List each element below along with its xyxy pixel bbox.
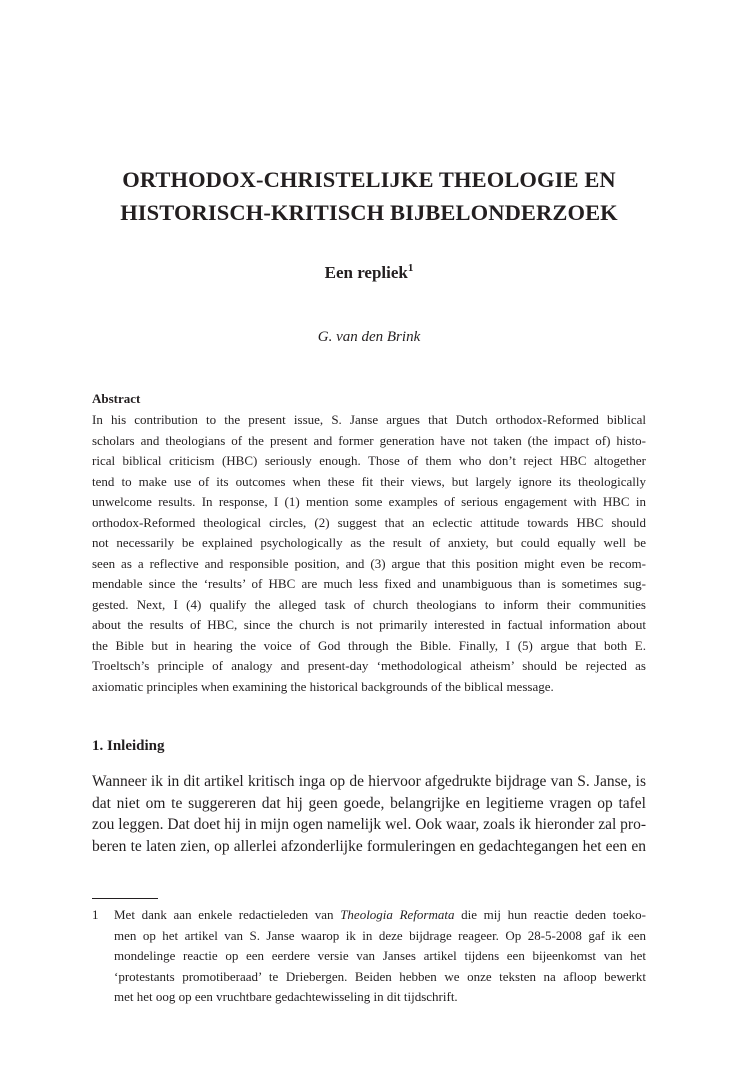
abstract-line: seen as a reflective and responsible position, and (3) argue that this position might even be recom-	[92, 555, 646, 571]
author-name: G. van den Brink	[317, 329, 421, 345]
body-line: beren te laten zien, op allerlei afzonderlijke formuleringen en gedachtegangen het een en	[92, 837, 646, 855]
abstract-heading: Abstract	[92, 391, 141, 406]
title-line: ORTHODOX-CHRISTELIJKE THEOLOGIE EN	[122, 167, 616, 192]
abstract-line: mendable since the ‘results’ of HBC are much less fixed and unambiguous than is sometimes sug-	[92, 576, 646, 591]
subtitle-text: Een repliek	[324, 263, 408, 282]
footnote-marker[interactable]: 1	[407, 262, 414, 274]
abstract-line: rical biblical criticism (HBC) seriously enough. Those of them who don’t reject HBC altogether	[92, 453, 646, 468]
article-subtitle	[60, 262, 678, 286]
footnote-divider	[92, 898, 158, 899]
footnote-text	[114, 905, 646, 1008]
footnote-line: men op het artikel van S. Janse waarop ik in deze bijdrage reageer. Op 28-5-2008 gaf ik een	[114, 927, 646, 943]
footnote-number: 1	[92, 907, 99, 922]
footnote-line: mondelinge reactie op een eerdere versie van Janses artikel tijdens een bijeenkomst van het	[114, 948, 646, 963]
body-line: dat niet om te suggereren dat hij geen goede, belangrijke en legitieme vragen op tafel	[92, 794, 646, 812]
footnote-text-segment: Met dank aan enkele redactieleden van	[114, 907, 341, 922]
footnote-line: met het oog op een vruchtbare gedachtewisseling in dit tijdschrift.	[114, 989, 458, 1004]
body-paragraph	[92, 771, 646, 857]
abstract-line: unwelcome results. In response, I (1) mention some examples of serious engagement with HBC in	[92, 494, 646, 509]
abstract-line: tend to make use of its outcomes when these fit their views, but largely ignore its theologically	[92, 473, 646, 489]
abstract-line: Troeltsch’s principle of analogy and present-day ‘methodological atheism’ should be rejected as	[92, 658, 646, 673]
body-line: Wanneer ik in dit artikel kritisch inga op de hiervoor afgedrukte bijdrage van S. Janse, is	[92, 773, 646, 790]
article-title	[60, 163, 678, 229]
abstract-line: about the results of HBC, since the church is not primarily interested in factual information about	[92, 617, 646, 632]
abstract-line: the Bible but in hearing the voice of God through the Bible. Finally, I (5) argue that both E.	[92, 637, 646, 653]
body-line: zou leggen. Dat doet hij in mijn ogen namelijk wel. Ook waar, zoals ik hieronder zal pro-	[92, 816, 646, 833]
abstract-line: axiomatic principles when examining the historical backgrounds of the biblical message.	[92, 678, 554, 694]
footnote-line	[114, 905, 646, 926]
journal-title: Theologia Reformata	[340, 907, 455, 922]
footnote-line: ‘protestants promotiberaad’ te Driebergen. Beiden hebben we onze teksten na afloop bewerkt	[114, 968, 646, 984]
abstract-line: In his contribution to the present issue, S. Janse argues that Dutch orthodox-Reformed biblical	[92, 412, 646, 427]
section-heading: 1. Inleiding	[92, 738, 165, 754]
footnote-text-segment: die mij hun reactie deden toeko-	[454, 907, 646, 922]
abstract-line: gested. Next, I (4) qualify the alleged task of church theologians to inform their communities	[92, 596, 646, 612]
abstract-line: orthodox-Reformed theological circles, (2) suggest that an eclectic attitude towards HBC should	[92, 514, 646, 530]
abstract-line: not necessarily be explained psychologically as the result of anxiety, but could equally well be	[92, 535, 646, 550]
abstract-line: scholars and theologians of the present and former generation have not taken (the impact of) histo-	[92, 432, 646, 448]
abstract-paragraph	[92, 410, 646, 697]
title-line: HISTORISCH-KRITISCH BIJBELONDERZOEK	[120, 200, 618, 225]
